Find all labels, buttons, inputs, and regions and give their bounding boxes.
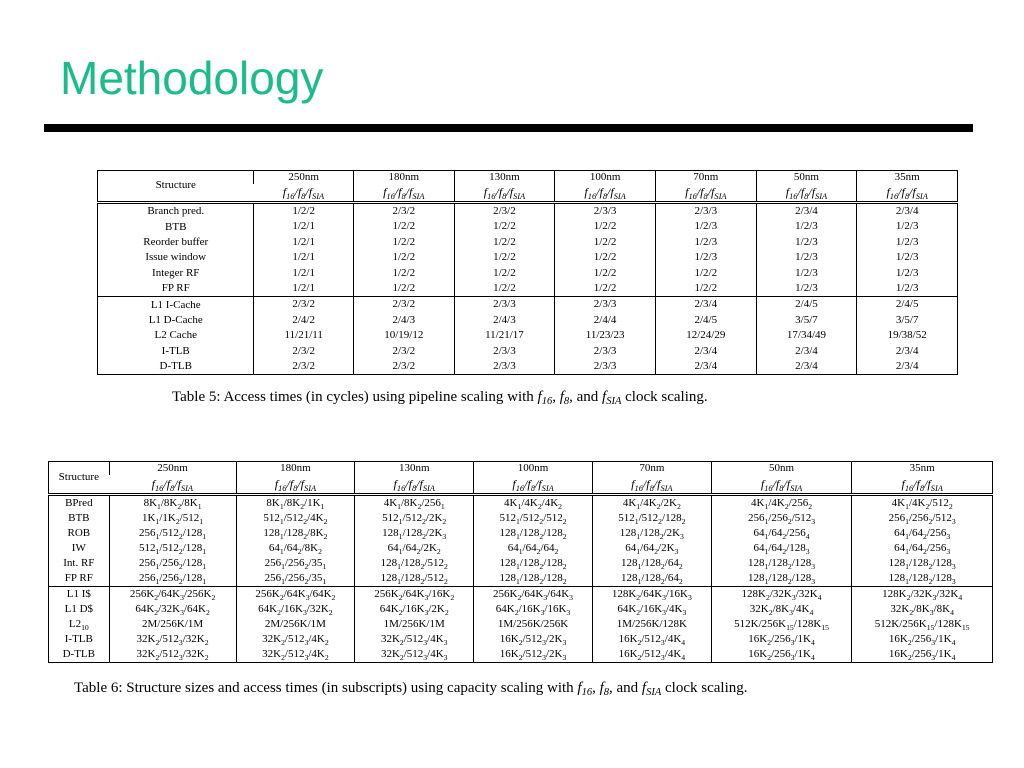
table-cell: 1/2/2 bbox=[353, 219, 454, 234]
table-row bbox=[98, 359, 958, 375]
table-cell: 1/2/2 bbox=[555, 235, 656, 250]
table-row bbox=[98, 297, 958, 313]
table-cell: 1/2/2 bbox=[454, 250, 555, 265]
table-cell: $64_1/64_2/256_4$ bbox=[711, 526, 852, 541]
row-label: L1 I-Cache bbox=[150, 298, 201, 311]
table-cell: 19/38/52 bbox=[857, 328, 958, 343]
technology-node-header: 180nm bbox=[353, 171, 454, 185]
table-cell: 1/2/3 bbox=[756, 281, 857, 297]
table-cell: 1/2/1 bbox=[254, 266, 353, 281]
table-cell: $32K_2/512_3/4K_3$ bbox=[355, 647, 474, 663]
table-cell: 2/3/3 bbox=[555, 203, 656, 220]
header-row bbox=[49, 462, 993, 476]
table-row bbox=[49, 587, 993, 603]
table-cell: 2/3/3 bbox=[454, 359, 555, 375]
table-cell: $32K_2/512_3/4K_2$ bbox=[236, 647, 355, 663]
table-cell: $64_1/64_2/128_3$ bbox=[711, 541, 852, 556]
table-row bbox=[98, 328, 958, 343]
table-cell: $32K_2/8K_3/4K_4$ bbox=[711, 602, 852, 617]
clock-scaling-header: $f_{16}/f_8/f_{SIA}$ bbox=[852, 475, 993, 495]
table-cell: 1/2/2 bbox=[454, 281, 555, 297]
table-cell: 1/2/2 bbox=[555, 250, 656, 265]
table-row bbox=[49, 602, 993, 617]
table-cell: 2/3/3 bbox=[555, 344, 656, 359]
table-cell: $64K_2/32K_3/64K_2$ bbox=[109, 602, 236, 617]
table-cell: 2M/256K/1M bbox=[109, 617, 236, 632]
table-cell: 1/2/2 bbox=[254, 203, 353, 220]
clock-scaling-header: $f_{16}/f_8/f_{SIA}$ bbox=[254, 184, 353, 203]
table-cell: $128K_2/32K_3/32K_4$ bbox=[852, 587, 993, 603]
table-cell: 1/2/2 bbox=[555, 266, 656, 281]
table-cell: 1/2/3 bbox=[857, 235, 958, 250]
clock-scaling-header: $f_{16}/f_8/f_{SIA}$ bbox=[454, 184, 555, 203]
table-row bbox=[49, 571, 993, 587]
table-row bbox=[49, 647, 993, 663]
table-cell: 1/2/3 bbox=[857, 266, 958, 281]
table-cell: $64K_2/16K_3/32K_2$ bbox=[236, 602, 355, 617]
table-cell: $64_1/64_2/2K_2$ bbox=[355, 541, 474, 556]
technology-node-header: 35nm bbox=[852, 462, 993, 476]
table-cell: 1/2/2 bbox=[555, 219, 656, 234]
row-label: L1 I$ bbox=[66, 588, 91, 600]
table-row bbox=[49, 511, 993, 526]
technology-node-header: 70nm bbox=[655, 171, 756, 185]
structure-header: Structure bbox=[98, 171, 254, 203]
table-cell: $16K_2/512_3/2K_3$ bbox=[474, 632, 593, 647]
table-cell: $512_1/512_2/2K_2$ bbox=[355, 511, 474, 526]
table-cell: $128_1/128_2/128_3$ bbox=[852, 556, 993, 571]
clock-scaling-header: $f_{16}/f_8/f_{SIA}$ bbox=[592, 475, 711, 495]
table-cell: 10/19/12 bbox=[353, 328, 454, 343]
table-cell: 2/4/3 bbox=[353, 313, 454, 328]
table-cell: $64K_2/16K_3/4K_3$ bbox=[592, 602, 711, 617]
clock-scaling-header: $f_{16}/f_8/f_{SIA}$ bbox=[857, 184, 958, 203]
table-cell: $256_1/256_2/35_1$ bbox=[236, 556, 355, 571]
table-cell: 1/2/2 bbox=[353, 266, 454, 281]
table-cell: $64_1/64_2/2K_3$ bbox=[592, 541, 711, 556]
table-row bbox=[98, 250, 958, 265]
table-cell: $128_1/128_2/128_2$ bbox=[474, 571, 593, 587]
technology-node-header: 250nm bbox=[254, 171, 353, 185]
table-row bbox=[49, 617, 993, 632]
table-cell: $128K_2/32K_3/32K_4$ bbox=[711, 587, 852, 603]
table-cell: 2/3/4 bbox=[655, 297, 756, 313]
row-label: L1 D-Cache bbox=[148, 314, 203, 327]
table-cell: $4K_1/4K_2/256_2$ bbox=[711, 495, 852, 512]
row-label: BTB bbox=[165, 220, 187, 233]
table-cell: $64K_2/16K_3/16K_3$ bbox=[474, 602, 593, 617]
table-cell: 2/4/5 bbox=[857, 297, 958, 313]
table-cell: $128_1/128_2/2K_3$ bbox=[592, 526, 711, 541]
technology-node-header: 100nm bbox=[474, 462, 593, 476]
table-cell: $512K/256K_{15}/128K_{15}$ bbox=[852, 617, 993, 632]
table-cell: 2/3/4 bbox=[655, 359, 756, 375]
table-cell: 1/2/2 bbox=[655, 266, 756, 281]
table-cell: 1/2/3 bbox=[857, 281, 958, 297]
technology-node-header: 35nm bbox=[857, 171, 958, 185]
table-cell: $256_1/256_2/128_1$ bbox=[109, 556, 236, 571]
row-label: Branch pred. bbox=[147, 205, 205, 218]
clock-scaling-header: $f_{16}/f_8/f_{SIA}$ bbox=[236, 475, 355, 495]
table-cell: $128_1/128_2/64_2$ bbox=[592, 556, 711, 571]
table-cell: $512_1/512_2/128_2$ bbox=[592, 511, 711, 526]
clock-scaling-header: $f_{16}/f_8/f_{SIA}$ bbox=[711, 475, 852, 495]
structure-sizes-table bbox=[48, 461, 993, 663]
clock-scaling-header: $f_{16}/f_8/f_{SIA}$ bbox=[474, 475, 593, 495]
table-cell: $64_1/64_2/64_2$ bbox=[474, 541, 593, 556]
technology-node-header: 130nm bbox=[355, 462, 474, 476]
table-cell: $64_1/64_2/256_3$ bbox=[852, 526, 993, 541]
technology-node-header: 250nm bbox=[109, 462, 236, 476]
table-cell: $16K_2/256_3/1K_4$ bbox=[852, 632, 993, 647]
table-cell: $256_1/256_2/128_1$ bbox=[109, 571, 236, 587]
table-cell: $8K_1/8K_2/1K_1$ bbox=[236, 495, 355, 512]
table-cell: 2/4/5 bbox=[655, 313, 756, 328]
row-label: D-TLB bbox=[62, 648, 95, 660]
table-cell: $128_1/128_2/128_2$ bbox=[474, 526, 593, 541]
table-cell: 1/2/3 bbox=[655, 250, 756, 265]
row-label: Issue window bbox=[145, 251, 207, 264]
table-cell: 1M/256K/128K bbox=[592, 617, 711, 632]
table-row bbox=[98, 219, 958, 234]
row-label: BPred bbox=[65, 497, 93, 509]
table-row bbox=[49, 495, 993, 512]
clock-scaling-header: $f_{16}/f_8/f_{SIA}$ bbox=[353, 184, 454, 203]
table-cell: 2/4/3 bbox=[454, 313, 555, 328]
table-cell: $256K_2/64K_3/64K_2$ bbox=[236, 587, 355, 603]
table-cell: $256K_2/64K_3/16K_2$ bbox=[355, 587, 474, 603]
table-row bbox=[98, 281, 958, 297]
table-cell: 2/3/2 bbox=[353, 344, 454, 359]
table-cell: 2M/256K/1M bbox=[236, 617, 355, 632]
table-cell: 1/2/2 bbox=[555, 281, 656, 297]
table-cell: $128_1/128_2/64_2$ bbox=[592, 571, 711, 587]
table-cell: 1/2/1 bbox=[254, 235, 353, 250]
technology-node-header: 100nm bbox=[555, 171, 656, 185]
table-cell: 1/2/3 bbox=[655, 235, 756, 250]
table-cell: $128_1/128_2/128_3$ bbox=[711, 571, 852, 587]
table-cell: $256K_2/64K_3/256K_2$ bbox=[109, 587, 236, 603]
table-cell: $4K_1/4K_2/2K_2$ bbox=[592, 495, 711, 512]
clock-scaling-header: $f_{16}/f_8/f_{SIA}$ bbox=[555, 184, 656, 203]
table-cell: $16K_2/512_3/2K_3$ bbox=[474, 647, 593, 663]
table-cell: $256_1/256_2/35_1$ bbox=[236, 571, 355, 587]
slide-title: Methodology bbox=[60, 52, 324, 104]
table-cell: $32K_2/8K_3/8K_4$ bbox=[852, 602, 993, 617]
table-cell: $4K_1/4K_2/4K_2$ bbox=[474, 495, 593, 512]
table-cell: 2/4/4 bbox=[555, 313, 656, 328]
table-cell: $256_1/256_2/512_3$ bbox=[852, 511, 993, 526]
table-cell: $16K_2/512_3/4K_4$ bbox=[592, 632, 711, 647]
table-cell: 2/3/2 bbox=[454, 203, 555, 220]
table-cell: $128K_2/64K_3/16K_3$ bbox=[592, 587, 711, 603]
table-cell: 1/2/2 bbox=[454, 235, 555, 250]
table-cell: 1/2/1 bbox=[254, 281, 353, 297]
header-row bbox=[98, 171, 958, 185]
table-cell: $4K_1/4K_2/512_2$ bbox=[852, 495, 993, 512]
table-cell: 1/2/2 bbox=[353, 250, 454, 265]
table-cell: $128_1/128_2/512_2$ bbox=[355, 571, 474, 587]
table-cell: $16K_2/256_3/1K_4$ bbox=[711, 647, 852, 663]
table-cell: 1/2/3 bbox=[756, 235, 857, 250]
clock-scaling-header: $f_{16}/f_8/f_{SIA}$ bbox=[756, 184, 857, 203]
table-row bbox=[98, 313, 958, 328]
table-cell: $8K_1/8K_2/8K_1$ bbox=[109, 495, 236, 512]
row-label: FP RF bbox=[98, 281, 254, 297]
table-cell: 2/3/2 bbox=[254, 297, 353, 313]
table-cell: 11/21/11 bbox=[254, 328, 353, 343]
table-cell: $128_1/128_2/128_3$ bbox=[711, 556, 852, 571]
access-times-table bbox=[97, 170, 958, 375]
table-cell: 2/3/4 bbox=[756, 203, 857, 220]
table-cell: 1/2/2 bbox=[353, 281, 454, 297]
table-cell: 17/34/49 bbox=[756, 328, 857, 343]
table-cell: $32K_2/512_3/32K_2$ bbox=[109, 647, 236, 663]
table-cell: 2/3/4 bbox=[857, 203, 958, 220]
table-cell: $32K_2/512_3/32K_2$ bbox=[109, 632, 236, 647]
title-rule bbox=[44, 124, 973, 132]
table-cell: $16K_2/256_3/1K_4$ bbox=[711, 632, 852, 647]
scaling-header-row bbox=[49, 475, 993, 495]
table-cell: 1/2/3 bbox=[756, 266, 857, 281]
row-label: D-TLB bbox=[159, 360, 192, 373]
clock-scaling-header: $f_{16}/f_8/f_{SIA}$ bbox=[109, 475, 236, 495]
table-cell: $64_1/64_2/8K_2$ bbox=[236, 541, 355, 556]
table-cell: 1/2/3 bbox=[655, 219, 756, 234]
table-cell: 12/24/29 bbox=[655, 328, 756, 343]
table-cell: 2/3/3 bbox=[655, 203, 756, 220]
table-cell: $256_1/256_2/512_3$ bbox=[711, 511, 852, 526]
table-cell: 2/3/4 bbox=[857, 359, 958, 375]
table-cell: 2/3/2 bbox=[254, 359, 353, 375]
table-cell: $64_1/64_2/256_3$ bbox=[852, 541, 993, 556]
row-label: Reorder buffer bbox=[143, 236, 209, 249]
table-row bbox=[98, 266, 958, 281]
table-cell: 2/3/2 bbox=[353, 297, 454, 313]
table-cell: 1/2/3 bbox=[857, 219, 958, 234]
table-row bbox=[98, 235, 958, 250]
table6-caption: Table 6: Structure sizes and access times (in subscripts) using capacity scaling with $f_{16}$, $f_8$, and $f_{SIA}$ clock scaling. bbox=[74, 680, 748, 698]
table-cell: $512_1/512_2/512_2$ bbox=[474, 511, 593, 526]
table-cell: $512_1/512_2/128_1$ bbox=[109, 541, 236, 556]
table-cell: $512K/256K_{15}/128K_{15}$ bbox=[711, 617, 852, 632]
table-row bbox=[98, 344, 958, 359]
table-cell: $32K_2/512_3/4K_2$ bbox=[236, 632, 355, 647]
row-label: Integer RF bbox=[152, 266, 200, 279]
table-cell: 2/3/4 bbox=[655, 344, 756, 359]
table-cell: 2/3/3 bbox=[454, 297, 555, 313]
table-cell: 2/3/4 bbox=[756, 344, 857, 359]
table-cell: 1/2/2 bbox=[454, 219, 555, 234]
row-label: IW bbox=[71, 542, 86, 554]
table-cell: $128_1/128_2/2K_3$ bbox=[355, 526, 474, 541]
table-cell: 1/2/2 bbox=[655, 281, 756, 297]
technology-node-header: 130nm bbox=[454, 171, 555, 185]
table-cell: $256_1/512_2/128_1$ bbox=[109, 526, 236, 541]
table-cell: $16K_2/256_3/1K_4$ bbox=[852, 647, 993, 663]
table-cell: 1/2/3 bbox=[756, 219, 857, 234]
table5-caption: Table 5: Access times (in cycles) using pipeline scaling with $f_{16}$, $f_8$, and $f_{SIA}$ clock scaling. bbox=[172, 389, 708, 407]
table-cell: 2/4/2 bbox=[254, 313, 353, 328]
table-cell: 2/3/2 bbox=[353, 203, 454, 220]
technology-node-header: 70nm bbox=[592, 462, 711, 476]
clock-scaling-header: $f_{16}/f_8/f_{SIA}$ bbox=[355, 475, 474, 495]
table-cell: $1K_1/1K_2/512_1$ bbox=[109, 511, 236, 526]
row-label: L1 D$ bbox=[64, 603, 94, 615]
table-row bbox=[98, 203, 958, 220]
table-cell: $64K_2/16K_3/2K_2$ bbox=[355, 602, 474, 617]
table-row bbox=[49, 526, 993, 541]
technology-node-header: 50nm bbox=[756, 171, 857, 185]
structure-header: Structure bbox=[49, 462, 110, 495]
table-cell: 2/3/2 bbox=[353, 359, 454, 375]
clock-scaling-header: $f_{16}/f_8/f_{SIA}$ bbox=[655, 184, 756, 203]
row-label: I-TLB bbox=[161, 344, 190, 357]
table-cell: 1M/256K/1M bbox=[355, 617, 474, 632]
table-cell: 3/5/7 bbox=[756, 313, 857, 328]
table-cell: 2/3/4 bbox=[857, 344, 958, 359]
table-cell: 2/3/3 bbox=[555, 359, 656, 375]
row-label: I-TLB bbox=[64, 633, 93, 645]
table-cell: 1/2/1 bbox=[254, 250, 353, 265]
table-cell: 1M/256K/256K bbox=[474, 617, 593, 632]
table-cell: $128_1/128_2/8K_2$ bbox=[236, 526, 355, 541]
table-row bbox=[49, 556, 993, 571]
table-cell: $128_1/128_2/128_3$ bbox=[852, 571, 993, 587]
row-label: FP RF bbox=[49, 571, 110, 587]
table-cell: 1/2/3 bbox=[857, 250, 958, 265]
table-row bbox=[49, 632, 993, 647]
table-cell: 11/23/23 bbox=[555, 328, 656, 343]
table-cell: 2/4/5 bbox=[756, 297, 857, 313]
table-cell: 1/2/3 bbox=[756, 250, 857, 265]
table-cell: $128_1/128_2/512_2$ bbox=[355, 556, 474, 571]
table-cell: 2/3/4 bbox=[756, 359, 857, 375]
row-label: Int. RF bbox=[63, 557, 95, 569]
table-cell: $256K_2/64K_3/64K_3$ bbox=[474, 587, 593, 603]
row-label: BTB bbox=[68, 512, 90, 524]
table-row bbox=[49, 541, 993, 556]
table-cell: $16K_2/512_3/4K_4$ bbox=[592, 647, 711, 663]
table-cell: 2/3/2 bbox=[254, 344, 353, 359]
row-label: L2 Cache bbox=[154, 329, 197, 342]
table-cell: 1/2/1 bbox=[254, 219, 353, 234]
technology-node-header: 50nm bbox=[711, 462, 852, 476]
table-cell: $512_1/512_2/4K_2$ bbox=[236, 511, 355, 526]
table-cell: 2/3/3 bbox=[454, 344, 555, 359]
table-cell: 2/3/3 bbox=[555, 297, 656, 313]
row-label: $L2_{10}$ bbox=[68, 618, 89, 632]
row-label: ROB bbox=[67, 527, 91, 539]
table-cell: $128_1/128_2/128_2$ bbox=[474, 556, 593, 571]
table-cell: $32K_2/512_3/4K_3$ bbox=[355, 632, 474, 647]
technology-node-header: 180nm bbox=[236, 462, 355, 476]
table-cell: $4K_1/8K_2/256_1$ bbox=[355, 495, 474, 512]
table-cell: 1/2/2 bbox=[454, 266, 555, 281]
table-cell: 11/21/17 bbox=[454, 328, 555, 343]
table-cell: 3/5/7 bbox=[857, 313, 958, 328]
table-cell: 1/2/2 bbox=[353, 235, 454, 250]
